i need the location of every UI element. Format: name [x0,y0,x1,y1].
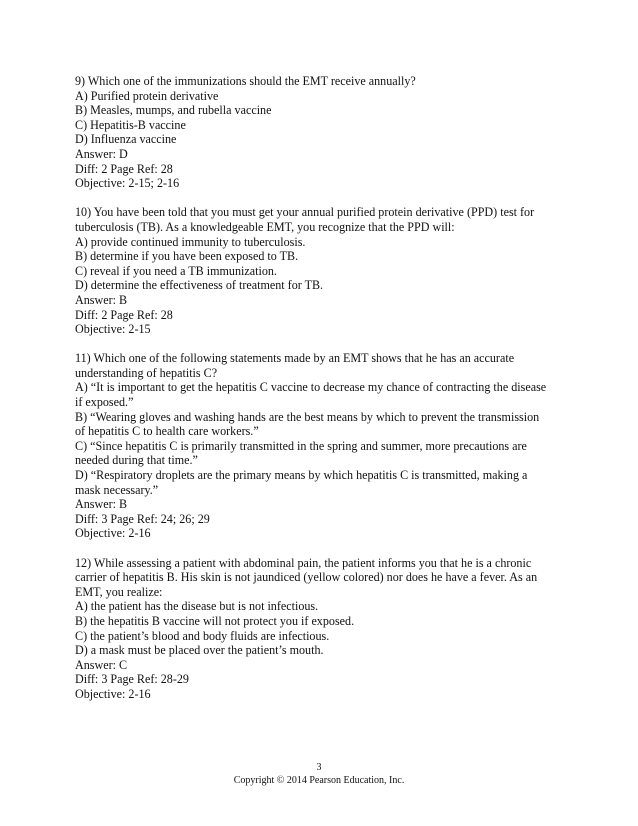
option-d: D) “Respiratory droplets are the primary means by which hepatitis C is transmitted, making a [75,468,528,483]
question-list [75,74,575,716]
objective-line: Objective: 2-16 [75,526,151,541]
option-d-continued: mask necessary.” [75,482,159,497]
option-c: C) the patient’s blood and body fluids are infectious. [75,628,330,643]
objective-line: Objective: 2-15 [75,322,151,337]
answer-line: Answer: C [75,657,128,672]
difficulty-line: Diff: 3 Page Ref: 24; 26; 29 [75,511,210,526]
question-10 [75,205,575,336]
question-11 [75,351,575,541]
option-a: A) Purified protein derivative [75,88,219,103]
objective-line: Objective: 2-15; 2-16 [75,176,180,191]
answer-line: Answer: B [75,292,128,307]
question-stem: 9) Which one of the immunizations should the EMT receive annually? [75,74,416,88]
copyright-notice: Copyright © 2014 Pearson Education, Inc. [233,775,405,786]
answer-line: Answer: B [75,497,128,512]
option-a: A) “It is important to get the hepatitis C vaccine to decrease my chance of contracting the disease [75,380,547,395]
question-stem-continued: carrier of hepatitis B. His skin is not jaundiced (yellow colored) nor does he have a fever. As an [75,570,538,585]
option-b: B) the hepatitis B vaccine will not protect you if exposed. [75,613,355,628]
question-stem: 12) While assessing a patient with abdominal pain, the patient informs you that he is a chronic [75,555,532,570]
difficulty-line: Diff: 2 Page Ref: 28 [75,161,173,176]
question-stem: 11) Which one of the following statements made by an EMT shows that he has an accurate [75,351,515,366]
option-c: C) reveal if you need a TB immunization. [75,263,277,278]
option-b: B) determine if you have been exposed to TB. [75,249,299,264]
option-c: C) Hepatitis-B vaccine [75,117,186,132]
option-c: C) “Since hepatitis C is primarily transmitted in the spring and summer, more precautions are [75,438,527,453]
page-number: 3 [316,762,322,773]
question-stem: 10) You have been told that you must get your annual purified protein derivative (PPD) test for [75,205,535,220]
option-a: A) provide continued immunity to tuberculosis. [75,234,306,249]
question-stem-continued: tuberculosis (TB). As a knowledgeable EMT, you recognize that the PPD will: [75,219,455,234]
question-9 [75,74,575,191]
option-c-continued: needed during that time.” [75,453,198,468]
question-stem-continued: EMT, you realize: [75,584,163,599]
question-12 [75,556,575,702]
option-d: D) a mask must be placed over the patient’s mouth. [75,643,324,658]
question-stem-continued: understanding of hepatitis C? [75,365,218,380]
answer-line: Answer: D [75,146,128,161]
option-a: A) the patient has the disease but is not infectious. [75,599,319,614]
option-a-continued: if exposed.” [75,395,134,410]
option-b: B) Measles, mumps, and rubella vaccine [75,103,272,118]
objective-line: Objective: 2-16 [75,686,151,701]
difficulty-line: Diff: 2 Page Ref: 28 [75,307,173,322]
option-d: D) Influenza vaccine [75,132,177,147]
option-b-continued: of hepatitis C to health care workers.” [75,424,259,439]
option-b: B) “Wearing gloves and washing hands are the best means by which to prevent the transmission [75,409,540,424]
option-d: D) determine the effectiveness of treatment for TB. [75,278,324,293]
difficulty-line: Diff: 3 Page Ref: 28-29 [75,672,189,687]
